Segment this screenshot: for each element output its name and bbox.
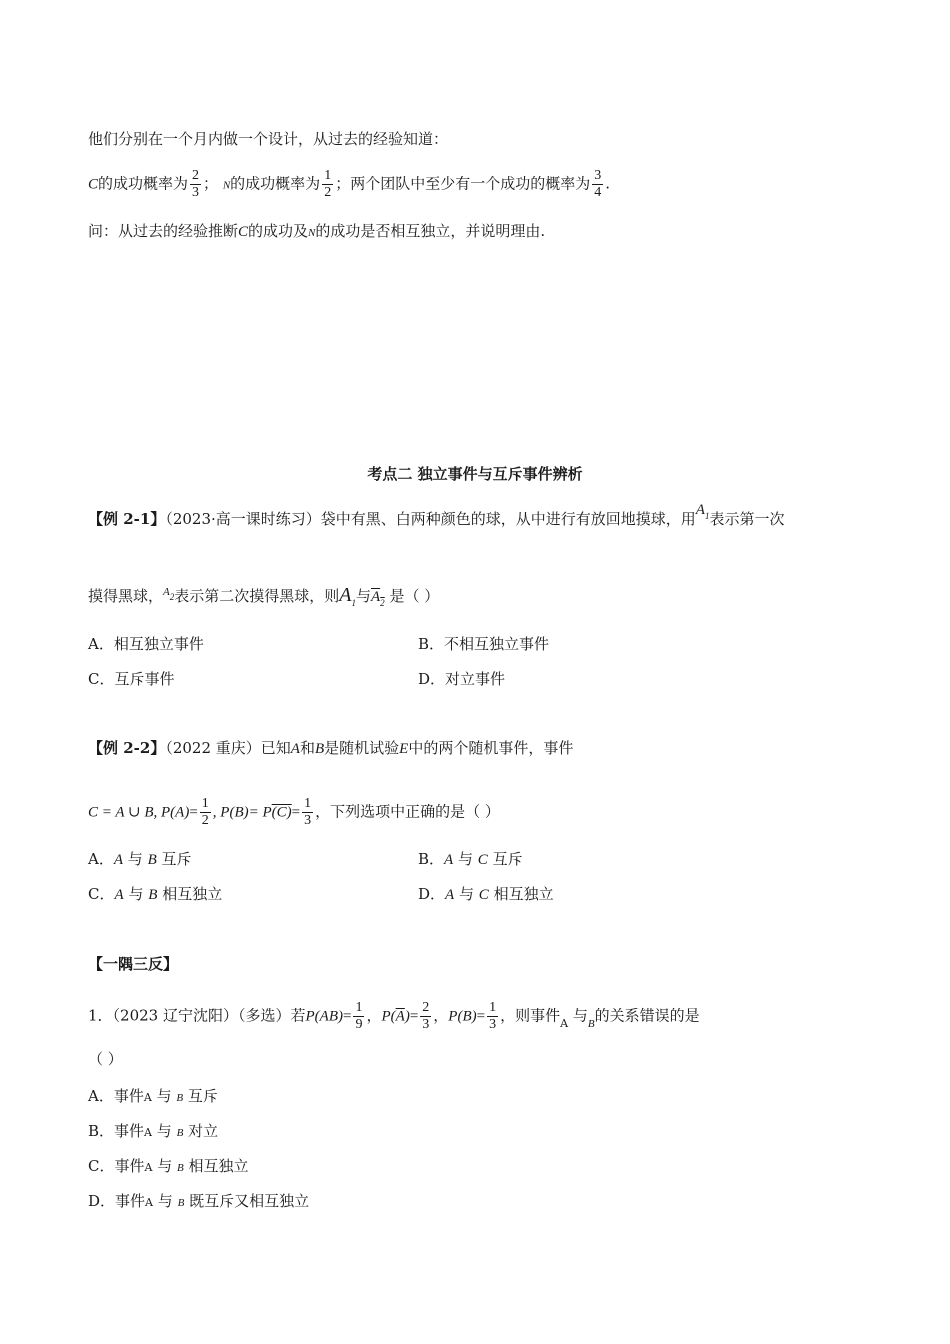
- formula-part: , P: [212, 804, 230, 821]
- option-b: B．A 与 C 互斥: [418, 850, 523, 868]
- example-text: ，下列选项中正确的是（ ）: [315, 802, 500, 821]
- var-c: C: [238, 224, 249, 240]
- practice-title: 【一隅三反】: [88, 955, 179, 973]
- fraction-3-4: $\frac{3}{4}$: [594, 168, 602, 200]
- var-a1-b: $A_1$: [339, 584, 356, 608]
- option-c: C．A 与 B 相互独立: [88, 885, 223, 903]
- fraction-1-9: $\frac{1}{9}$: [355, 1000, 363, 1032]
- example-2-1-line-1: [88, 502, 785, 537]
- question-text: 与: [572, 1006, 588, 1025]
- var-b: B: [314, 741, 325, 757]
- example-text: 和: [299, 739, 315, 757]
- fraction-1-2: $\frac{1}{2}$: [201, 796, 209, 828]
- formula-part: P(B): [448, 1008, 477, 1025]
- var-a: A: [290, 741, 300, 757]
- formula-part: $P(\overline{A})$: [381, 1008, 410, 1025]
- practice-option-b: B．事件A 与 B 对立: [88, 1122, 219, 1140]
- example-text: 是（ ）: [389, 587, 440, 605]
- sep: ，: [366, 1006, 382, 1025]
- intro-line-3: [88, 220, 545, 244]
- practice-option-a: A．事件A 与 B 互斥: [88, 1087, 218, 1105]
- question-text: 1．（2023 辽宁沈阳）（多选）若: [88, 1006, 306, 1025]
- practice-q1-paren: （ ）: [88, 1050, 123, 1068]
- question-text: 的关系错误的是: [594, 1006, 700, 1025]
- formula-part: (B): [229, 804, 249, 821]
- intro-text-2b: 的成功概率为: [230, 174, 321, 193]
- option-b: B．不相互独立事件: [418, 635, 550, 653]
- option-a: A．相互独立事件: [88, 635, 204, 653]
- example-text: （2023·高一课时练习）袋中有黑、白两种颜色的球，从中进行有放回地摸球，用: [165, 510, 696, 528]
- formula-part: (C): [271, 804, 292, 821]
- intro-text-3a: 问：从过去的经验推断: [88, 222, 239, 240]
- practice-option-c: C．事件A 与 B 相互独立: [88, 1157, 249, 1175]
- var-a2: A2: [163, 586, 175, 602]
- example-text: 摸得黑球，: [88, 587, 164, 605]
- sep: ；: [203, 174, 219, 193]
- formula-part: = P: [248, 804, 272, 821]
- formula-part: (A): [170, 804, 190, 821]
- example-tag: 【例 2-1】: [88, 510, 166, 528]
- formula-part: P(AB): [305, 1008, 343, 1025]
- intro-text-3b: 的成功及: [248, 222, 309, 240]
- intro-text-1: 他们分别在一个月内做一个设计，从过去的经验知道：: [88, 130, 449, 148]
- var-e: E: [399, 741, 409, 757]
- fraction-1-3: $\frac{1}{3}$: [489, 1000, 497, 1032]
- var-a: A: [560, 1016, 569, 1030]
- intro-line-2: [88, 168, 610, 201]
- intro-text-2c: ；两个团队中至少有一个成功的概率为: [335, 174, 591, 193]
- example-text: 表示第一次: [709, 510, 785, 528]
- option-d: D．对立事件: [418, 670, 506, 688]
- example-text: 表示第二次摸得黑球，则: [174, 587, 340, 605]
- formula-part: =: [409, 1008, 419, 1025]
- example-2-2-line-2: [88, 796, 500, 829]
- example-text: 与: [355, 587, 371, 605]
- practice-option-d: D．事件A 与 B 既互斥又相互独立: [88, 1192, 310, 1210]
- example-2-2-line-1: [88, 737, 573, 760]
- option-a: A．A 与 B 互斥: [88, 850, 192, 868]
- intro-text-3c: 的成功是否相互独立，并说明理由.: [315, 222, 546, 240]
- fraction-1-3: $\frac{1}{3}$: [304, 796, 312, 828]
- period: .: [605, 174, 610, 193]
- var-b: B: [587, 1017, 595, 1030]
- formula-part: C = A ∪ B, P: [88, 804, 171, 821]
- var-n: N: [308, 227, 316, 239]
- example-tag: 【例 2-2】: [88, 739, 166, 757]
- sep: ，: [433, 1006, 449, 1025]
- var-n: N: [222, 179, 231, 192]
- section-title: 考点二 独立事件与互斥事件辨析: [367, 465, 583, 483]
- question-text: ，则事件: [500, 1006, 561, 1025]
- formula-part: =: [189, 804, 198, 821]
- var-c: C: [88, 176, 99, 193]
- option-d: D．A 与 C 相互独立: [418, 885, 554, 903]
- formula-part: =: [342, 1008, 352, 1025]
- formula-part: =: [291, 804, 301, 821]
- example-text: 是随机试验: [324, 739, 400, 757]
- var-a2-bar: $A_2$: [371, 589, 385, 608]
- example-text: （2022 重庆）已知: [165, 739, 291, 757]
- intro-text-2a: 的成功概率为: [98, 174, 189, 193]
- option-c: C．互斥事件: [88, 670, 175, 688]
- var-a1: $A_1$: [695, 502, 710, 521]
- example-text: 中的两个随机事件，事件: [408, 739, 574, 757]
- fraction-2-3: $\frac{2}{3}$: [192, 168, 200, 200]
- intro-line-1: [88, 128, 448, 150]
- fraction-2-3: $\frac{2}{3}$: [422, 1000, 430, 1032]
- fraction-1-2: $\frac{1}{2}$: [324, 168, 332, 200]
- practice-q1-line-1: [88, 1000, 700, 1033]
- formula-part: =: [476, 1008, 486, 1025]
- example-2-1-line-2: [88, 584, 439, 614]
